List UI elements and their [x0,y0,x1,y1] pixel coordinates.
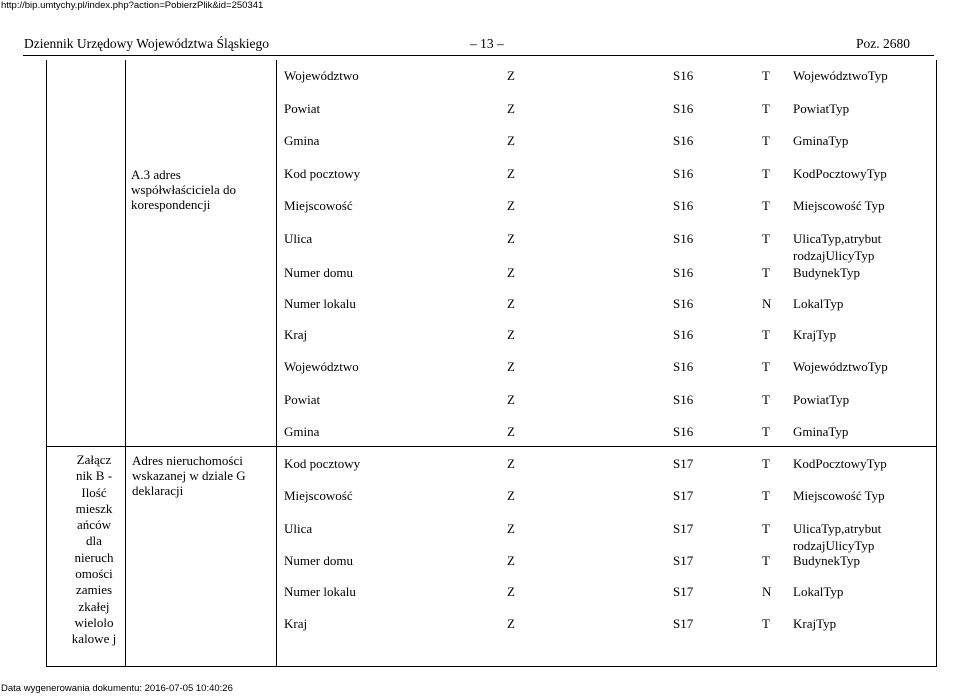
data-type: WojewództwoTyp [793,359,888,374]
data-type: GminaTyp [793,133,849,148]
required-flag: Z [507,327,515,342]
field-name: Ulica [284,231,313,246]
section-code: S16 [673,101,694,116]
section-code: S16 [673,198,694,213]
field-name: Ulica [284,521,313,536]
data-type: PowiatTyp [793,101,850,116]
table-row [0,553,960,573]
section-code: S16 [673,424,694,439]
required-flag: Z [507,101,515,116]
table-row [0,488,960,508]
section-code: S17 [673,616,694,631]
field-type: T [762,521,770,536]
generation-date: Data wygenerowania dokumentu: 2016-07-05 10:40:26 [1,683,233,694]
required-flag: Z [507,133,515,148]
data-type: UlicaTyp,atrybut [793,521,882,536]
header-rule [23,55,934,56]
data-type-attribute: rodzajUlicyTyp [793,248,875,263]
table-row [0,231,960,263]
field-name: Kraj [284,616,308,631]
table-row [0,359,960,379]
data-type: KrajTyp [793,616,837,631]
data-type: Miejscowość Typ [793,198,885,213]
field-type: T [762,133,770,148]
required-flag: Z [507,616,515,631]
document-header [0,34,960,54]
field-name: Numer lokalu [284,296,356,311]
field-type: T [762,616,770,631]
field-name: Województwo [284,359,359,374]
required-flag: Z [507,198,515,213]
table-row [0,424,960,444]
table-row [0,198,960,218]
journal-title: Dziennik Urzędowy Województwa Śląskiego [24,36,269,51]
field-type: N [762,584,772,599]
table-row [0,166,960,186]
position-number: Poz. 2680 [856,36,910,51]
required-flag: Z [507,231,515,246]
data-type: LokalTyp [793,296,844,311]
required-flag: Z [507,521,515,536]
field-name: Numer domu [284,265,353,280]
field-type: T [762,327,770,342]
field-name: Kraj [284,327,308,342]
section-code: S16 [673,359,694,374]
section-code: S17 [673,456,694,471]
field-name: Numer domu [284,553,353,568]
section-code: S16 [673,133,694,148]
section-code: S17 [673,521,694,536]
field-name: Kod pocztowy [284,166,361,181]
field-type: T [762,424,770,439]
data-type: KodPocztowyTyp [793,456,887,471]
field-type: T [762,553,770,568]
required-flag: Z [507,392,515,407]
section-code: S17 [673,584,694,599]
field-type: T [762,231,770,246]
table-row [0,296,960,316]
data-type: KrajTyp [793,327,837,342]
table-row [0,133,960,153]
section-code: S16 [673,392,694,407]
required-flag: Z [507,488,515,503]
required-flag: Z [507,584,515,599]
field-name: Powiat [284,392,321,407]
field-type: T [762,265,770,280]
data-type: GminaTyp [793,424,849,439]
required-flag: Z [507,68,515,83]
field-name: Kod pocztowy [284,456,361,471]
required-flag: Z [507,424,515,439]
field-name: Województwo [284,68,359,83]
required-flag: Z [507,456,515,471]
table-row [0,584,960,604]
data-type: LokalTyp [793,584,844,599]
field-type: T [762,392,770,407]
table-row [0,68,960,88]
section-code: S16 [673,231,694,246]
field-name: Miejscowość [284,198,353,213]
data-type: BudynekTyp [793,553,860,568]
attachment-b-label: Załącz nik B - Ilość mieszk ańców dla nieruch omości zamies zkałej wielolo kalowe j [71,452,117,647]
section-code: S16 [673,265,694,280]
table-row [0,327,960,347]
section-code: S17 [673,553,694,568]
field-name: Miejscowość [284,488,353,503]
section-a3-label: A.3 adres współwłaściciela do korespondencji [131,167,237,212]
data-type-attribute: rodzajUlicyTyp [793,538,875,553]
field-name: Numer lokalu [284,584,356,599]
data-type: Miejscowość Typ [793,488,885,503]
field-type: T [762,68,770,83]
field-type: T [762,359,770,374]
table-row [0,616,960,636]
table-row [0,456,960,476]
field-name: Gmina [284,424,320,439]
data-type: BudynekTyp [793,265,860,280]
table-row [0,521,960,553]
data-type: PowiatTyp [793,392,850,407]
section-code: S17 [673,488,694,503]
field-type: T [762,198,770,213]
section-code: S16 [673,327,694,342]
required-flag: Z [507,296,515,311]
table-border-bottom [46,666,937,667]
required-flag: Z [507,359,515,374]
section-code: S16 [673,68,694,83]
required-flag: Z [507,265,515,280]
field-type: T [762,456,770,471]
field-type: T [762,166,770,181]
required-flag: Z [507,166,515,181]
table-row [0,265,960,285]
field-name: Gmina [284,133,320,148]
table-row [0,101,960,121]
browser-url: http://bip.umtychy.pl/index.php?action=PobierzPlik&id=250341 [1,0,264,11]
property-address-label: Adres nieruchomości wskazanej w dziale G deklaracji [132,453,246,498]
table-row [0,392,960,412]
field-name: Powiat [284,101,321,116]
field-type: T [762,488,770,503]
data-type: KodPocztowyTyp [793,166,887,181]
data-type: WojewództwoTyp [793,68,888,83]
required-flag: Z [507,553,515,568]
section-code: S16 [673,296,694,311]
page-number: – 13 – [470,36,504,51]
section-code: S16 [673,166,694,181]
field-type: N [762,296,772,311]
section-separator [46,446,937,447]
data-type: UlicaTyp,atrybut [793,231,882,246]
field-type: T [762,101,770,116]
